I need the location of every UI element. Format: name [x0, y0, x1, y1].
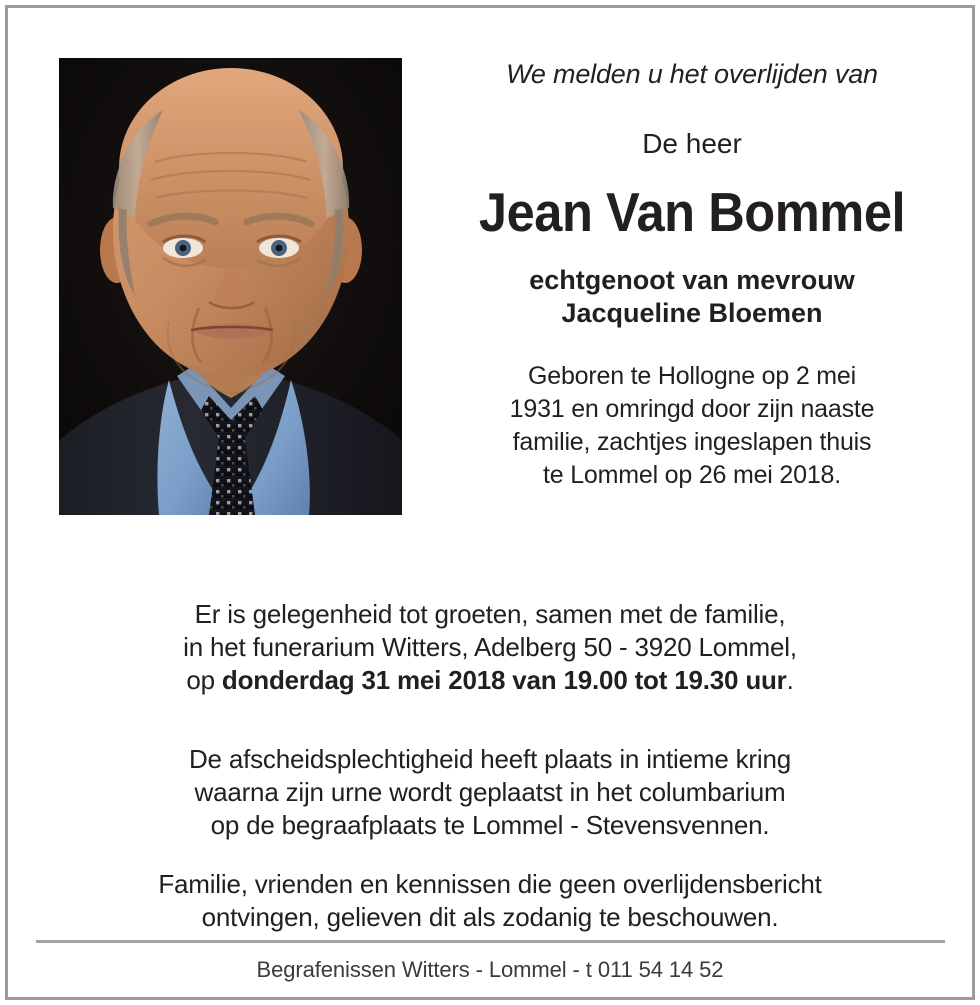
spouse-info	[412, 264, 972, 330]
notice-paragraph	[8, 868, 972, 934]
right-column	[412, 8, 972, 492]
salutation-text: De heer	[642, 128, 742, 159]
ceremony-line-2: waarna zijn urne wordt geplaatst in het columbarium	[194, 777, 786, 807]
deceased-name: Jean Van Bommel	[478, 181, 906, 243]
birth-death-info	[412, 360, 972, 492]
top-section	[8, 8, 972, 528]
visitation-line-1: Er is gelegenheid tot groeten, samen met de familie,	[194, 599, 786, 629]
visitation-datetime: donderdag 31 mei 2018 van 19.00 tot 19.30 uur	[221, 665, 787, 695]
visitation-suffix: .	[786, 665, 794, 695]
portrait-photo	[59, 58, 402, 515]
visitation-line-2: in het funerarium Witters, Adelberg 50 - 3920 Lommel,	[183, 632, 797, 662]
ceremony-line-1: De afscheidsplechtigheid heeft plaats in intieme kring	[188, 744, 791, 774]
ceremony-line-3: op de begraafplaats te Lommel - Stevensvennen.	[210, 810, 770, 840]
footer-divider	[36, 940, 945, 943]
birth-death-line-3: familie, zachtjes ingeslapen thuis	[512, 428, 872, 456]
notice-line-1: Familie, vrienden en kennissen die geen overlijdensbericht	[158, 869, 822, 899]
spouse-line-2: Jacqueline Bloemen	[561, 298, 823, 328]
visitation-line-3	[8, 664, 972, 697]
notice-line-2: ontvingen, gelieven dit als zodanig te beschouwen.	[201, 902, 779, 932]
birth-death-line-2: 1931 en omringd door zijn naaste	[509, 395, 875, 423]
funeral-home-footer: Begrafenissen Witters - Lommel - t 011 54 14 52	[256, 957, 724, 982]
visitation-paragraph	[8, 598, 972, 697]
card-inner	[8, 8, 972, 997]
visitation-prefix: op	[186, 665, 222, 695]
portrait-image	[59, 58, 402, 515]
birth-death-line-4: te Lommel op 26 mei 2018.	[543, 461, 841, 489]
spouse-line-1: echtgenoot van mevrouw	[529, 265, 855, 295]
announcement-text: We melden u het overlijden van	[506, 59, 878, 89]
birth-death-line-1: Geboren te Hollogne op 2 mei	[528, 362, 856, 390]
ceremony-paragraph	[8, 743, 972, 842]
